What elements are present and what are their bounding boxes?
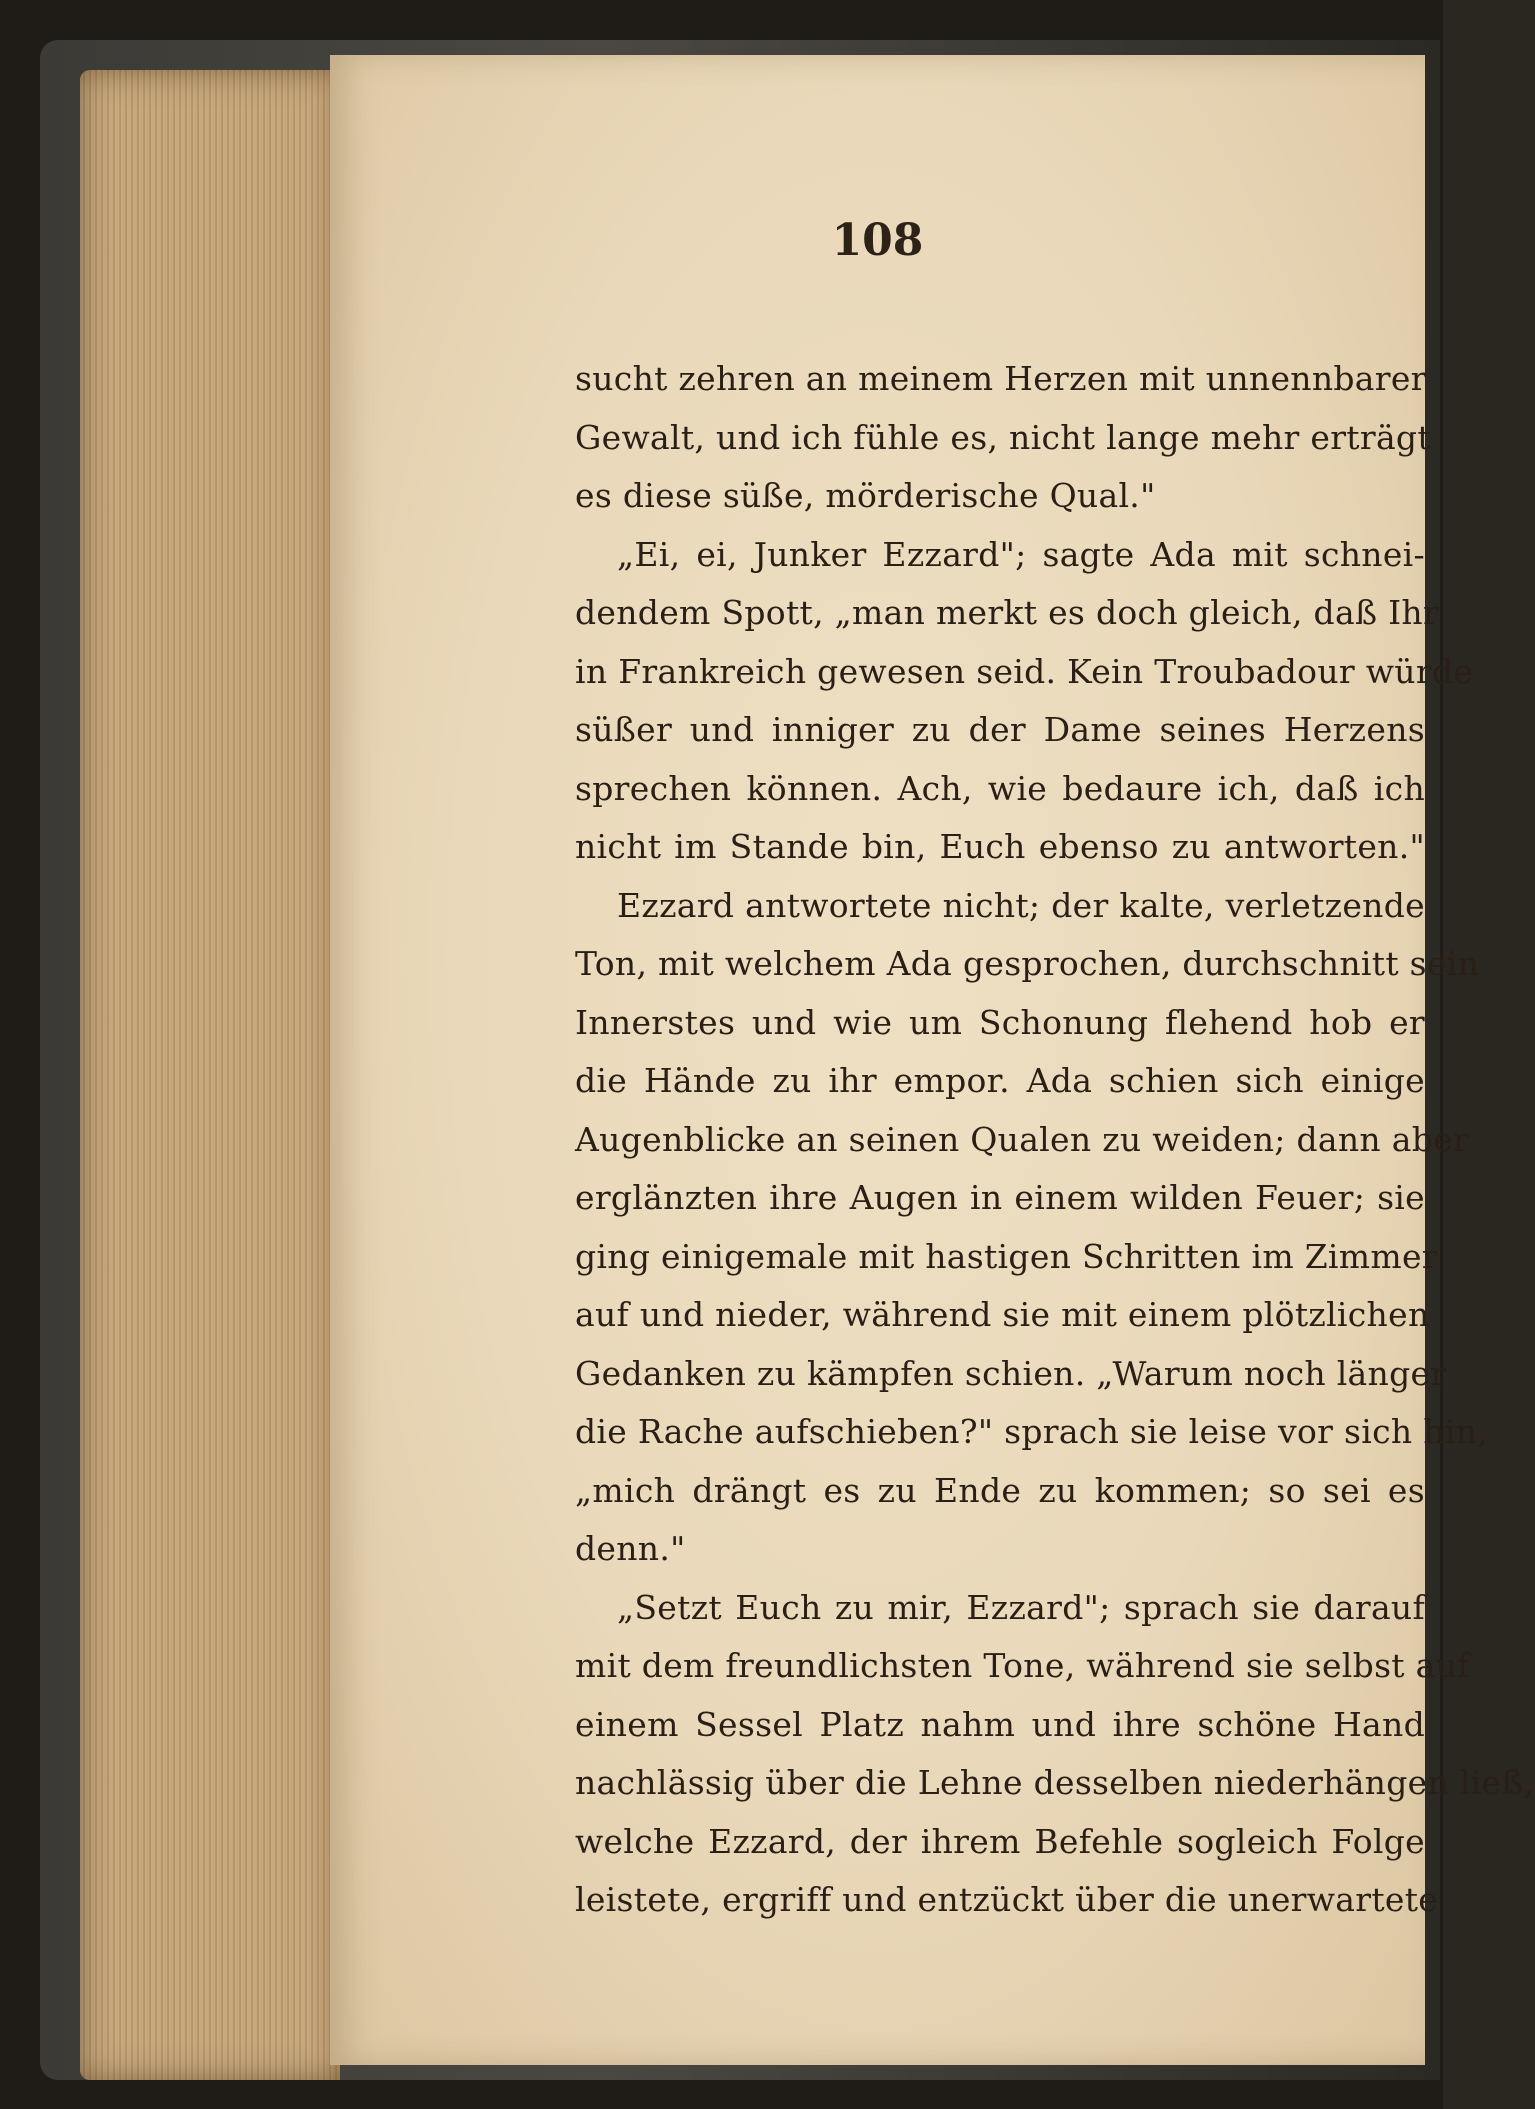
text-line: Ezzard antwortete nicht; der kalte, verletzende [617,885,1425,925]
text-line: erglänzten ihre Augen in einem wilden Feuer; sie [575,1178,1425,1217]
page-edges [80,70,340,2080]
text-line: Gewalt, und ich fühle es, nicht lange mehr erträgt [575,417,1431,457]
text-line: sucht zehren an meinem Herzen mit unnennbarer [575,359,1427,398]
body-text [575,350,1535,1950]
text-line: „Setzt Euch zu mir, Ezzard"; sprach sie darauf [617,1587,1425,1627]
text-line: Gedanken zu kämpfen schien. „Warum noch länger [575,1353,1447,1393]
text-line: es diese süße, mörderische Qual." [575,476,1156,515]
text-line: die Hände zu ihr empor. Ada schien sich einige [575,1061,1425,1100]
text-line: „Ei, ei, Junker Ezzard"; sagte Ada mit schnei- [617,534,1425,574]
text-line: süßer und inniger zu der Dame seines Herzens [575,710,1425,749]
text-line: welche Ezzard, der ihrem Befehle sogleich Folge [575,1821,1425,1861]
text-line: leistete, ergriff und entzückt über die unerwartete [575,1880,1439,1919]
book-page [330,55,1535,2065]
text-line: auf und nieder, während sie mit einem plötzlichen [575,1295,1430,1334]
text-line: mit dem freundlichsten Tone, während sie selbst auf [575,1646,1470,1685]
text-line: einem Sessel Platz nahm und ihre schöne Hand [575,1704,1425,1744]
text-line: Ton, mit welchem Ada gesprochen, durchschnitt sein [575,944,1480,983]
text-line: sprechen können. Ach, wie bedaure ich, daß ich [575,768,1425,808]
text-line: „mich drängt es zu Ende zu kommen; so sei es [575,1470,1425,1510]
text-line: nachlässig über die Lehne desselben niederhängen ließ, [575,1763,1535,1802]
text-line: die Rache aufschieben?" sprach sie leise vor sich hin, [575,1412,1488,1451]
text-line: Innerstes und wie um Schonung flehend hob er [575,1002,1425,1042]
page-number: 108 [831,215,924,266]
text-line: denn." [575,1529,686,1568]
text-line: nicht im Stande bin, Euch ebenso zu antworten." [575,827,1425,866]
text-line: dendem Spott, „man merkt es doch gleich, daß Ihr [575,593,1440,632]
text-line: in Frankreich gewesen seid. Kein Troubadour würde [575,651,1474,691]
text-line: ging einigemale mit hastigen Schritten im Zimmer [575,1236,1438,1276]
text-line: Augenblicke an seinen Qualen zu weiden; dann aber [575,1119,1470,1159]
